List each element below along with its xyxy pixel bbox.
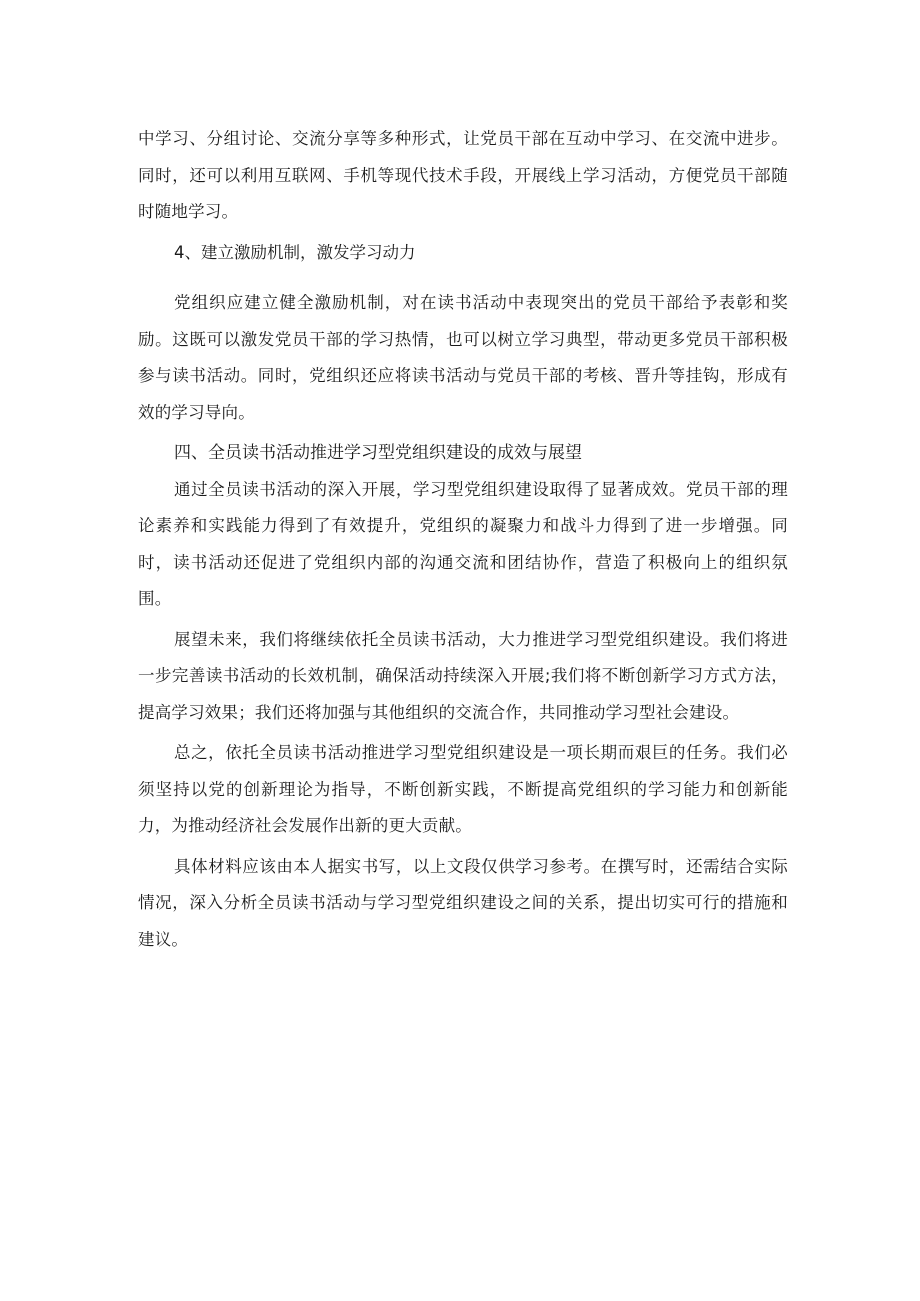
paragraph-continuation: 中学习、分组讨论、交流分享等多种形式，让党员干部在互动中学习、在交流中进步。同时，还可以利用互联网、手机等现代技术手段，开展线上学习活动，方便党员干部随时随地学习。 [138, 129, 788, 221]
paragraph-results: 通过全员读书活动的深入开展，学习型党组织建设取得了显著成效。党员干部的理论素养和实践能力得到了有效提升，党组织的凝聚力和战斗力得到了进一步增强。同时，读书活动还促进了党组织内部的沟通交流和团结协作，营造了积极向上的组织氛围。 [138, 479, 788, 608]
section-subheading: 4、建立激励机制，激发学习动力 [174, 242, 416, 262]
paragraph-note: 具体材料应该由本人据实书写，以上文段仅供学习参考。在撰写时，还需结合实际情况，深入分析全员读书活动与学习型党组织建设之间的关系，提出切实可行的措施和建议。 [138, 856, 788, 949]
paragraph-conclusion: 总之，依托全员读书活动推进学习型党组织建设是一项长期而艰巨的任务。我们必须坚持以党的创新理论为指导，不断创新实践，不断提高党组织的学习能力和创新能力，为推动经济社会发展作出新的更大贡献。 [138, 743, 788, 835]
paragraph-incentive: 党组织应建立健全激励机制，对在读书活动中表现突出的党员干部给予表彰和奖励。这既可以激发党员干部的学习热情，也可以树立学习典型，带动更多党员干部积极参与读书活动。同时，党组织还应将读书活动与党员干部的考核、晋升等挂钩，形成有效的学习导向。 [138, 293, 788, 422]
section-heading: 四、全员读书活动推进学习型党组织建设的成效与展望 [174, 443, 582, 463]
document-body [138, 121, 788, 962]
paragraph-outlook: 展望未来，我们将继续依托全员读书活动，大力推进学习型党组织建设。我们将进一步完善读书活动的长效机制，确保活动持续深入开展;我们将不断创新学习方式方法，提高学习效果；我们还将加强与其他组织的交流合作，共同推动学习型社会建设。 [138, 629, 788, 722]
